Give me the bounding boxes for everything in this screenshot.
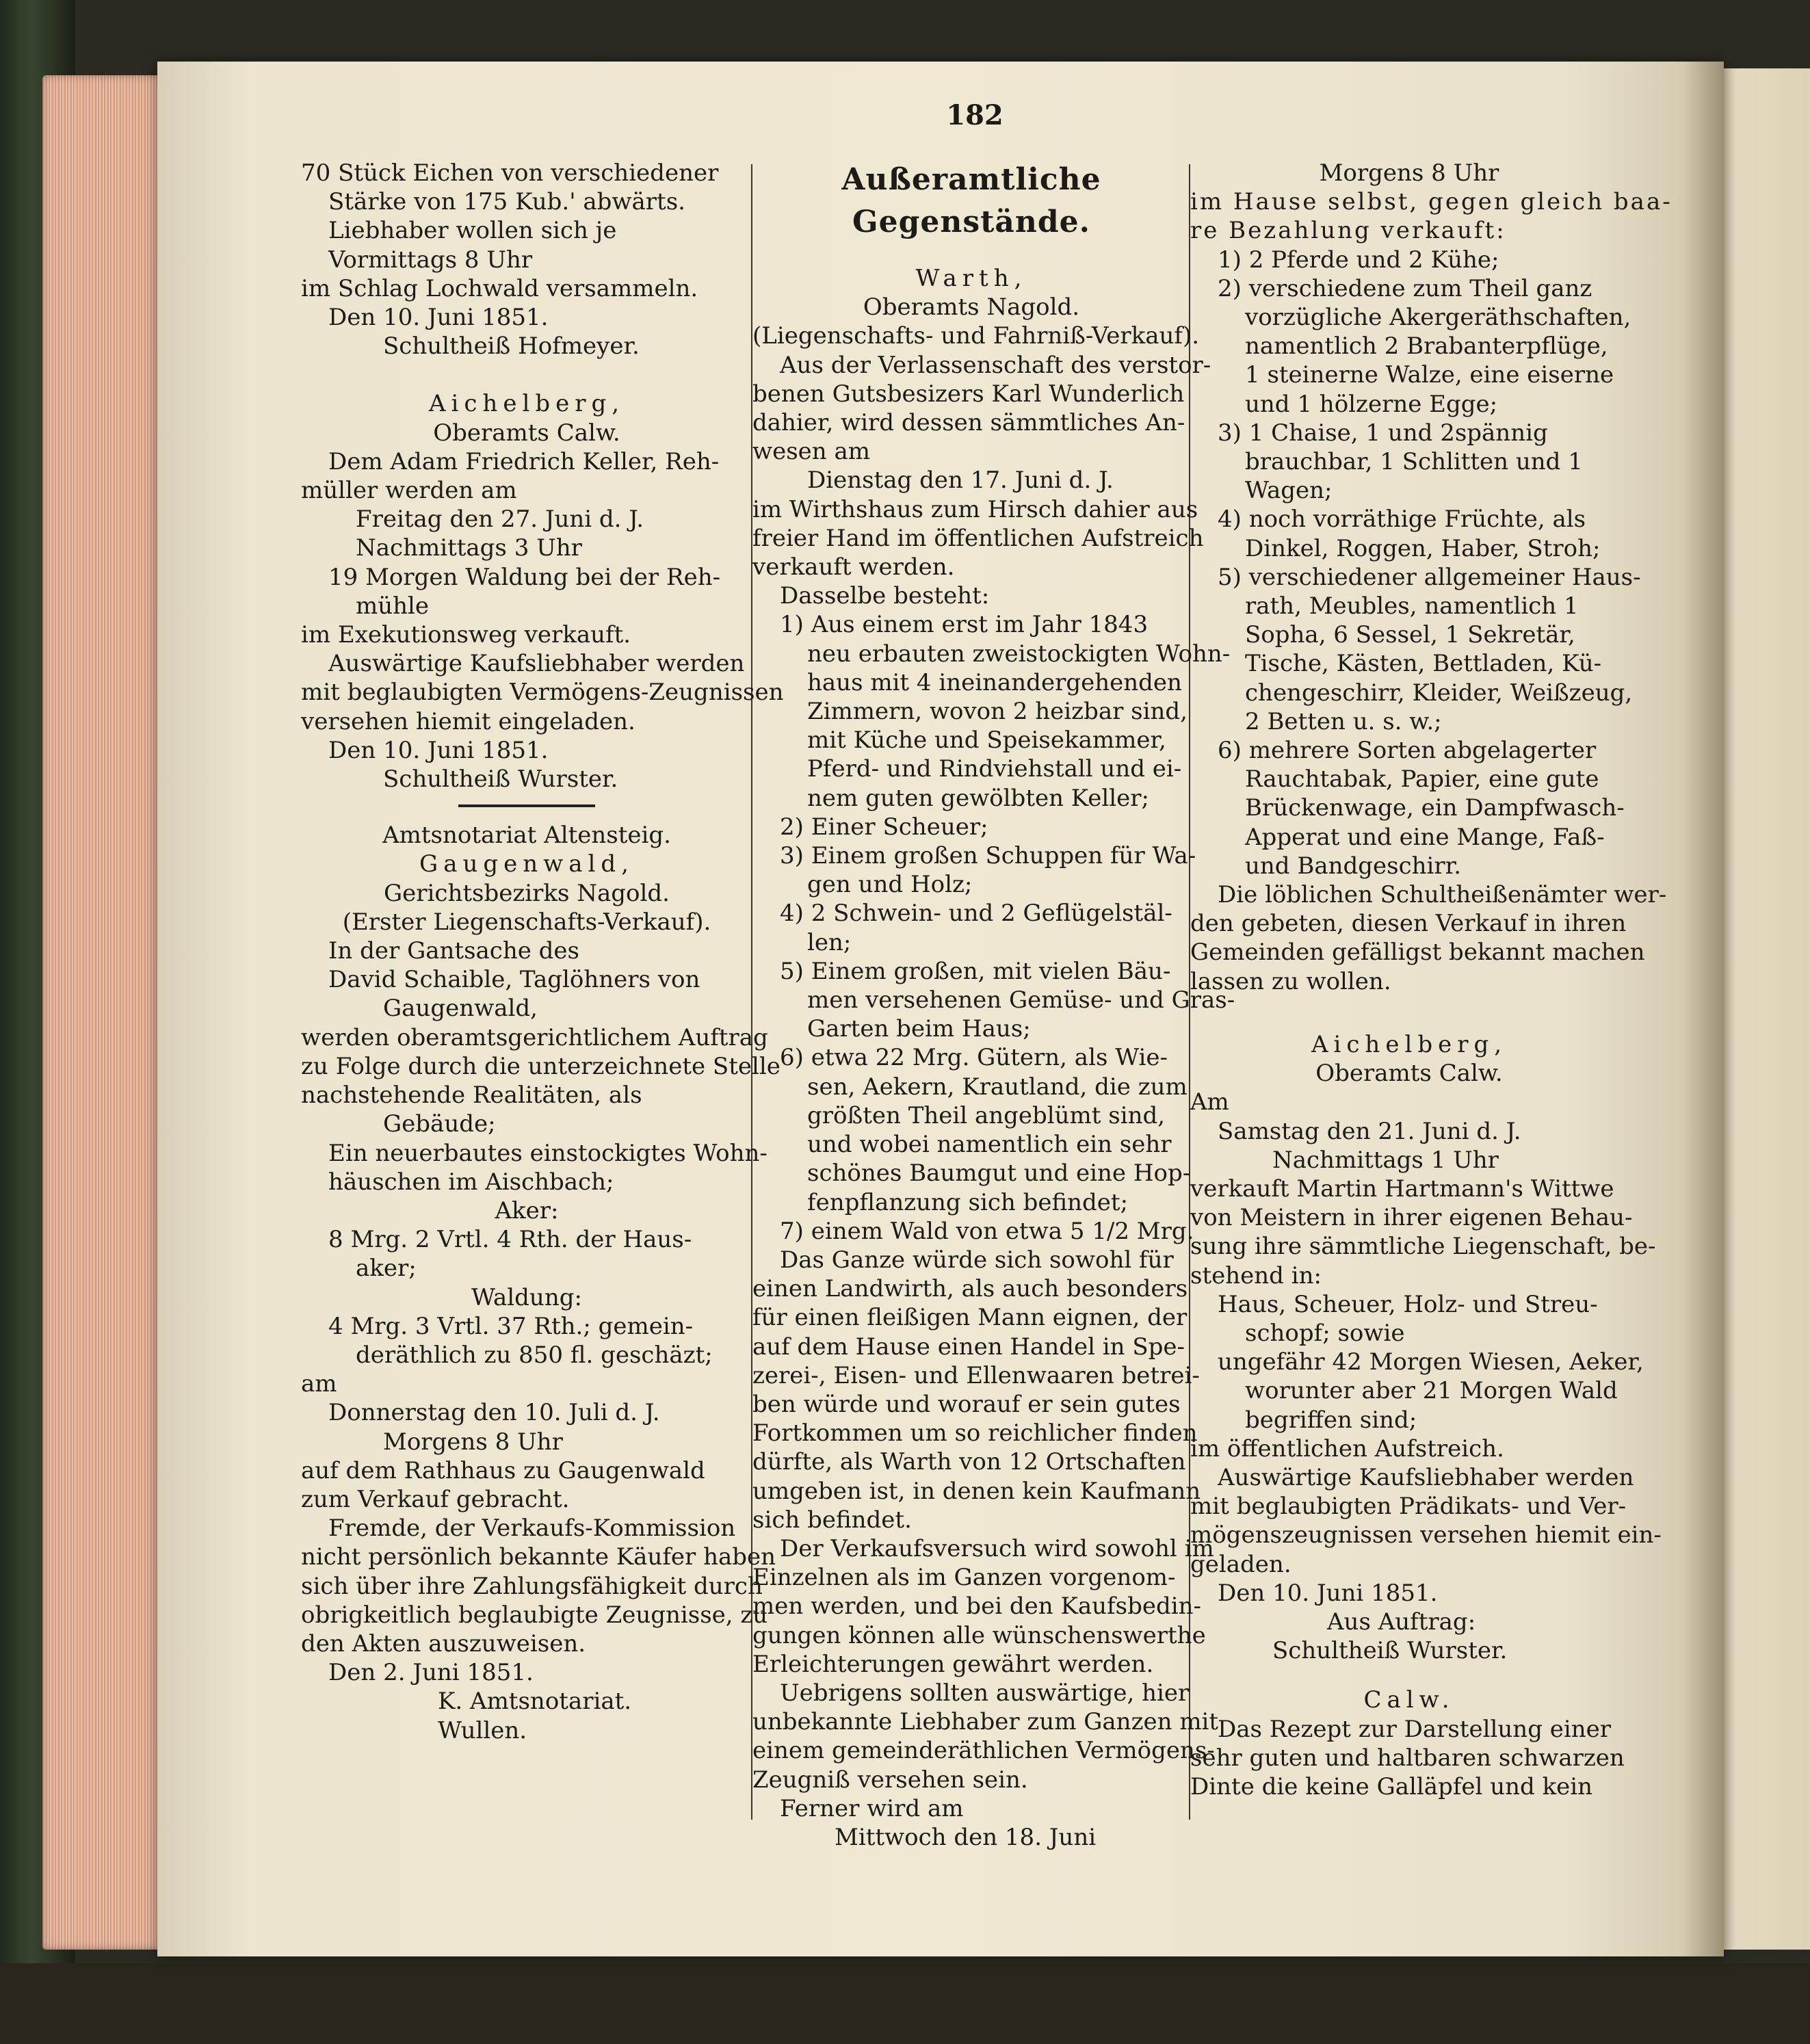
text-line: Fremde, der Verkaufs-Kommission	[328, 1515, 736, 1543]
text-line: verkauft Martin Hartmann's Wittwe	[1190, 1175, 1614, 1203]
text-line: mögenszeugnissen versehen hiemit ein-	[1190, 1521, 1662, 1549]
text-line: einen Landwirth, als auch besonders	[752, 1275, 1188, 1303]
text-line: im Wirthshaus zum Hirsch dahier aus	[752, 495, 1198, 523]
notice-subtitle: Oberamts Nagold.	[863, 293, 1080, 322]
list-item: 3) Einem großen Schuppen für Wa-	[780, 842, 1196, 870]
page-edges	[42, 75, 176, 1950]
section-header: Außeramtliche Gegenstände.	[841, 162, 1101, 239]
text-line: Dasselbe besteht:	[780, 582, 990, 610]
text-line: Tische, Kästen, Bettladen, Kü-	[1245, 650, 1602, 678]
text-line: nachstehende Realitäten, als	[301, 1082, 642, 1110]
text-line: Gaugenwald,	[383, 995, 538, 1023]
text-line: auf dem Rathhaus zu Gaugenwald	[301, 1456, 705, 1484]
book-cover-bottom	[0, 1963, 1810, 2044]
text-line: obrigkeitlich beglaubigte Zeugnisse, zu	[301, 1601, 768, 1629]
text-line: Am	[1190, 1088, 1229, 1116]
text-line: sung ihre sämmtliche Liegenschaft, be-	[1190, 1233, 1656, 1261]
text-line: größten Theil angeblümt sind,	[807, 1101, 1166, 1129]
list-item: 4) 2 Schwein- und 2 Geflügelstäl-	[780, 900, 1172, 928]
text-line: Das Rezept zur Darstellung einer	[1218, 1715, 1612, 1743]
text-line: versehen hiemit eingeladen.	[301, 707, 635, 735]
notice-note: (Erster Liegenschafts-Verkauf).	[342, 908, 711, 936]
notice-subtitle: Gerichtsbezirks Nagold.	[384, 879, 670, 907]
page-number: 182	[946, 99, 1004, 131]
text-line: Garten beim Haus;	[807, 1015, 1031, 1043]
text-line: im Hause selbst, gegen gleich baa-	[1190, 188, 1673, 216]
text-line: Nachmittags 1 Uhr	[1272, 1146, 1499, 1174]
text-line: geladen.	[1190, 1550, 1291, 1578]
text-line: lassen zu wollen.	[1190, 967, 1391, 995]
text-line: Fortkommen um so reichlicher finden	[752, 1419, 1198, 1447]
text-line: chengeschirr, Kleider, Weißzeug,	[1245, 679, 1633, 707]
text-line: men versehenen Gemüse- und Gras-	[807, 986, 1235, 1014]
date-line: Den 10. Juni 1851.	[1218, 1579, 1438, 1607]
date-line: Den 10. Juni 1851.	[328, 736, 549, 764]
signature: Aus Auftrag:	[1327, 1608, 1476, 1636]
text-line: Vormittags 8 Uhr	[328, 246, 533, 274]
text-line: Zimmern, wovon 2 heizbar sind,	[807, 698, 1188, 726]
text-line: Die löblichen Schultheißenämter wer-	[1218, 881, 1667, 909]
text-line: und 1 hölzerne Egge;	[1245, 390, 1498, 418]
text-line: stehend in:	[1190, 1261, 1322, 1289]
column-1	[301, 159, 784, 1745]
notice-title: Calw.	[1363, 1686, 1455, 1714]
text-line: sehr guten und haltbaren schwarzen	[1190, 1744, 1625, 1772]
text-line: den gebeten, diesen Verkauf in ihren	[1190, 910, 1627, 938]
text-line: Samstag den 21. Juni d. J.	[1218, 1117, 1521, 1145]
text-line: aker;	[356, 1255, 417, 1283]
text-line: zum Verkauf gebracht.	[301, 1485, 570, 1513]
text-line: Donnerstag den 10. Juli d. J.	[328, 1399, 660, 1427]
text-line: Das Ganze würde sich sowohl für	[780, 1246, 1174, 1274]
text-line: 8 Mrg. 2 Vrtl. 4 Rth. der Haus-	[328, 1226, 692, 1254]
gutter-shadow	[1683, 62, 1724, 1956]
text-line: mühle	[356, 592, 430, 620]
text-line: sich über ihre Zahlungsfähigkeit durch	[301, 1572, 763, 1600]
text-line: Nachmittags 3 Uhr	[356, 534, 582, 562]
text-line: Rauchtabak, Papier, eine gute	[1245, 765, 1599, 794]
signature: Schultheiß Wurster.	[383, 765, 618, 794]
text-line: und Bandgeschirr.	[1245, 852, 1462, 880]
text-line: zerei-, Eisen- und Ellenwaaren betrei-	[752, 1361, 1200, 1389]
list-item: 6) etwa 22 Mrg. Gütern, als Wie-	[780, 1044, 1168, 1072]
text-line: wesen am	[752, 438, 871, 466]
list-item: 7) einem Wald von etwa 5 1/2 Mrg.	[780, 1217, 1194, 1245]
text-line: Dinte die keine Galläpfel und kein	[1190, 1772, 1593, 1800]
text-line: mit beglaubigten Vermögens-Zeugnissen	[301, 679, 784, 707]
text-line: im öffentlichen Aufstreich.	[1190, 1434, 1504, 1463]
text-line: mit beglaubigten Prädikats- und Ver-	[1190, 1493, 1627, 1521]
notice-title: Aichelberg,	[428, 390, 625, 418]
list-item: 6) mehrere Sorten abgelagerter	[1218, 737, 1597, 765]
text-line: David Schaible, Taglöhners von	[328, 966, 700, 994]
text-line: dürfte, als Warth von 12 Ortschaften	[752, 1448, 1186, 1476]
text-line: Gemeinden gefälligst bekannt machen	[1190, 939, 1645, 967]
text-line: deräthlich zu 850 fl. geschäzt;	[356, 1341, 713, 1369]
text-line: gungen können alle wünschenswerthe	[752, 1621, 1206, 1649]
notice-note: (Liegenschafts- und Fahrniß-Verkauf).	[752, 322, 1200, 350]
section-rule	[458, 804, 595, 807]
text-line: vorzügliche Akergeräthschaften,	[1245, 304, 1631, 332]
text-line: rath, Meubles, namentlich 1	[1245, 592, 1579, 620]
text-line: Dem Adam Friedrich Keller, Reh-	[328, 447, 720, 475]
list-item: 5) verschiedener allgemeiner Haus-	[1218, 563, 1641, 591]
text-line: mit Küche und Speisekammer,	[807, 726, 1166, 755]
text-line: In der Gantsache des	[328, 937, 579, 965]
text-line: sen, Aekern, Krautland, die zum	[807, 1073, 1188, 1101]
text-line: len;	[807, 928, 852, 956]
signature: Schultheiß Wurster.	[1272, 1637, 1508, 1665]
list-item: 5) Einem großen, mit vielen Bäu-	[780, 957, 1171, 985]
text-line: nem guten gewölbten Keller;	[807, 784, 1149, 812]
text-line: neu erbauten zweistockigten Wohn-	[807, 640, 1231, 668]
text-line: Mittwoch den 18. Juni	[835, 1823, 1097, 1851]
list-item: 1) 2 Pferde und 2 Kühe;	[1218, 246, 1499, 274]
text-line: brauchbar, 1 Schlitten und 1	[1245, 448, 1583, 476]
notice-title: Amtsnotariat Altensteig.	[382, 822, 671, 850]
text-line: Auswärtige Kaufsliebhaber werden	[1218, 1463, 1634, 1491]
text-line: begriffen sind;	[1245, 1406, 1417, 1434]
text-line: für einen fleißigen Mann eignen, der	[752, 1304, 1188, 1332]
text-line: Haus, Scheuer, Holz- und Streu-	[1218, 1290, 1598, 1318]
text-line: Wagen;	[1245, 477, 1333, 505]
notice-subtitle: Oberamts Calw.	[1315, 1060, 1503, 1088]
text-line: schönes Baumgut und eine Hop-	[807, 1159, 1191, 1188]
text-line: 2 Betten u. s. w.;	[1245, 707, 1442, 735]
text-line: Dinkel, Roggen, Haber, Stroh;	[1245, 534, 1601, 562]
column-3	[1190, 159, 1673, 1801]
date-line: Den 10. Juni 1851.	[328, 304, 549, 332]
text-line: 4 Mrg. 3 Vrtl. 37 Rth.; gemein-	[328, 1312, 694, 1340]
text-line: sich befindet.	[752, 1506, 912, 1534]
text-line: Der Verkaufsversuch wird sowohl im	[780, 1534, 1214, 1562]
text-line: Brückenwage, ein Dampfwasch-	[1245, 794, 1625, 822]
text-line: Freitag den 27. Juni d. J.	[356, 506, 644, 534]
text-line: auf dem Hause einen Handel in Spe-	[752, 1333, 1185, 1361]
signature: Schultheiß Hofmeyer.	[383, 332, 640, 361]
text-line: Erleichterungen gewährt werden.	[752, 1650, 1154, 1678]
notice-title: Warth,	[915, 265, 1027, 292]
text-line: am	[301, 1370, 337, 1398]
text-line: Gebäude;	[383, 1110, 496, 1138]
text-line: werden oberamtsgerichtlichem Auftrag	[301, 1023, 768, 1051]
text-line: haus mit 4 ineinandergehenden	[807, 668, 1182, 696]
text-line: Aker:	[495, 1196, 559, 1224]
text-line: re Bezahlung verkauft:	[1190, 217, 1506, 245]
text-line: im Exekutionsweg verkauft.	[301, 621, 631, 649]
text-line: den Akten auszuweisen.	[301, 1629, 586, 1658]
signature: K. Amtsnotariat.	[438, 1688, 632, 1716]
text-line: einem gemeinderäthlichen Vermögens-	[752, 1737, 1215, 1765]
text-line: Ein neuerbautes einstockigtes Wohn-	[328, 1139, 768, 1167]
text-line: ungefähr 42 Morgen Wiesen, Aeker,	[1218, 1348, 1644, 1376]
text-line: Aus der Verlassenschaft des verstor-	[780, 351, 1211, 379]
notice-title: Aichelberg,	[1311, 1030, 1508, 1058]
text-line: unbekannte Liebhaber zum Ganzen mit	[752, 1708, 1219, 1736]
text-line: men werden, und bei den Kaufsbedin-	[752, 1593, 1201, 1621]
text-line: benen Gutsbesizers Karl Wunderlich	[752, 380, 1185, 408]
text-line: verkauft werden.	[752, 553, 955, 581]
signature: Wullen.	[438, 1716, 527, 1744]
text-line: Auswärtige Kaufsliebhaber werden	[328, 650, 745, 678]
text-line: fenpflanzung sich befindet;	[807, 1188, 1129, 1216]
text-line: Einzelnen als im Ganzen vorgenom-	[752, 1564, 1176, 1592]
list-item: 2) Einer Scheuer;	[780, 813, 988, 841]
text-line: Apperat und eine Mange, Faß-	[1245, 823, 1605, 851]
text-line: Waldung:	[471, 1283, 582, 1311]
text-line: worunter aber 21 Morgen Wald	[1245, 1377, 1618, 1405]
notice-place: Gaugenwald,	[419, 850, 634, 878]
text-line: 70 Stück Eichen von verschiedener	[301, 159, 719, 187]
list-item: 3) 1 Chaise, 1 und 2spännig	[1218, 419, 1548, 447]
text-line: und wobei namentlich ein sehr	[807, 1131, 1172, 1159]
column-2	[752, 159, 1235, 1852]
text-line: Zeugniß versehen sein.	[752, 1766, 1028, 1794]
text-line: Sopha, 6 Sessel, 1 Sekretär,	[1245, 621, 1575, 649]
list-item: 1) Aus einem erst im Jahr 1843	[780, 611, 1149, 639]
text-line: zu Folge durch die unterzeichnete Stelle	[301, 1052, 781, 1080]
text-line: 19 Morgen Waldung bei der Reh-	[328, 563, 721, 591]
text-line: gen und Holz;	[807, 871, 973, 899]
text-line: namentlich 2 Brabanterpflüge,	[1245, 332, 1608, 361]
text-line: 1 steinerne Walze, eine eiserne	[1245, 361, 1614, 389]
text-line: ben würde und worauf er sein gutes	[752, 1390, 1181, 1418]
text-line: im Schlag Lochwald versammeln.	[301, 274, 698, 302]
text-line: von Meistern in ihrer eigenen Behau-	[1190, 1204, 1633, 1232]
date-line: Den 2. Juni 1851.	[328, 1659, 534, 1687]
notice-subtitle: Oberamts Calw.	[433, 419, 620, 447]
text-line: Pferd- und Rindviehstall und ei-	[807, 755, 1182, 783]
list-item: 4) noch vorräthige Früchte, als	[1218, 506, 1586, 534]
text-line: freier Hand im öffentlichen Aufstreich	[752, 524, 1204, 552]
text-line: häuschen im Aischbach;	[328, 1168, 614, 1196]
text-line: Liebhaber wollen sich je	[328, 217, 617, 245]
text-line: Morgens 8 Uhr	[1319, 159, 1499, 187]
text-line: umgeben ist, in denen kein Kaufmann	[752, 1477, 1201, 1505]
list-item: 2) verschiedene zum Theil ganz	[1218, 274, 1592, 302]
text-line: Stärke von 175 Kub.' abwärts.	[328, 188, 685, 216]
text-line: Uebrigens sollten auswärtige, hier	[780, 1679, 1190, 1707]
text-line: dahier, wird dessen sämmtliches An-	[752, 409, 1185, 437]
text-line: nicht persönlich bekannte Käufer haben	[301, 1543, 776, 1571]
text-line: Ferner wird am	[780, 1794, 964, 1822]
text-line: schopf; sowie	[1245, 1319, 1405, 1347]
text-line: Dienstag den 17. Juni d. J.	[807, 467, 1114, 495]
text-line: Morgens 8 Uhr	[383, 1428, 563, 1456]
text-line: müller werden am	[301, 477, 517, 505]
